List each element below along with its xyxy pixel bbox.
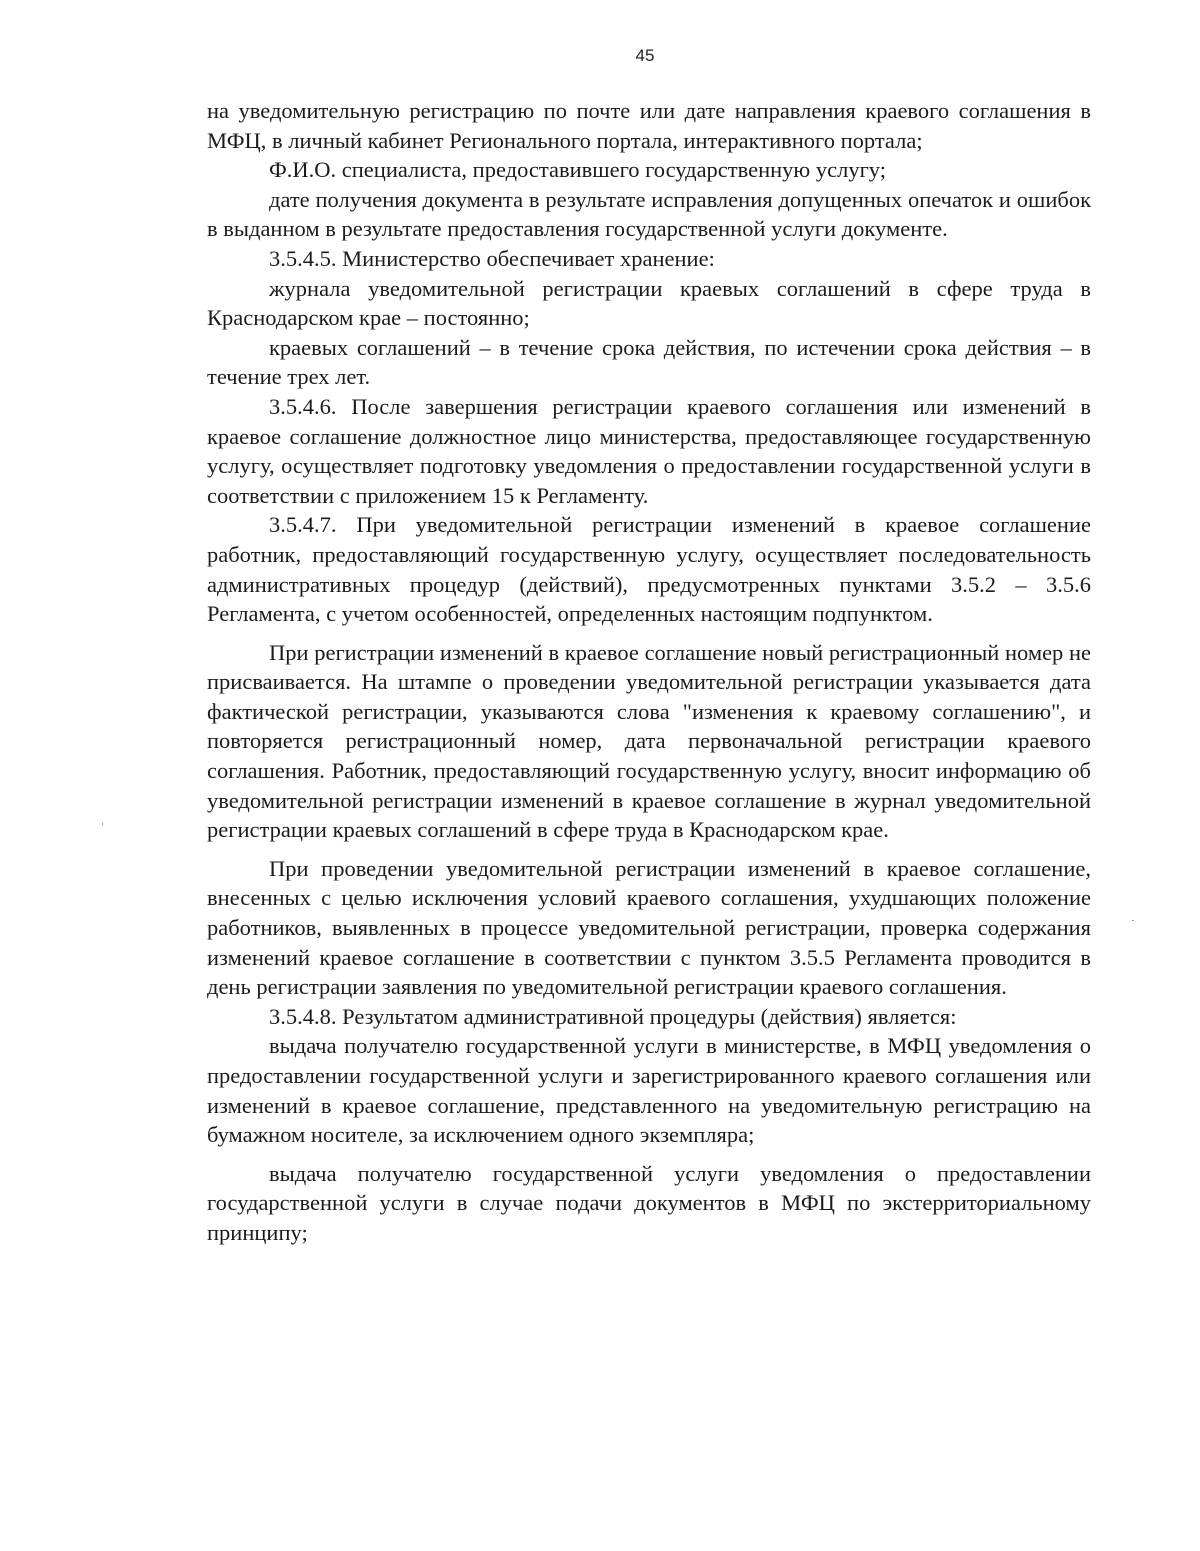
paragraph-clause-3-5-4-5: 3.5.4.5. Министерство обеспечивает хранение:	[269, 245, 715, 271]
paragraph: выдача получателю государственной услуги в министерстве, в МФЦ уведомления о предоставлении государственной услуги и зарегистрированного краевого соглашения или изменений в краевое соглашение, представленного на уведомительную регистрацию на бумажном носителе, за исключением одного экземпляра;	[207, 1033, 1091, 1148]
paragraph: дате получения документа в результате исправления допущенных опечаток и ошибок в выданном в результате предоставления государственной услуги документе.	[207, 186, 1091, 242]
scan-speck	[1132, 920, 1134, 921]
paragraph-clause-3-5-4-6: 3.5.4.6. После завершения регистрации краевого соглашения или изменений в краевое соглашение должностное лицо министерства, предоставляющее государственную услугу, осуществляет подготовку уведомления о предоставлении государственной услуги в соответствии с приложением 15 к Регламенту.	[207, 393, 1091, 508]
paragraph: краевых соглашений – в течение срока действия, по истечении срока действия – в течение трех лет.	[207, 334, 1091, 390]
paragraph: журнала уведомительной регистрации краевых соглашений в сфере труда в Краснодарском крае – постоянно;	[207, 275, 1091, 331]
paragraph: Ф.И.О. специалиста, предоставившего государственную услугу;	[269, 157, 887, 183]
paragraph: При регистрации изменений в краевое соглашение новый регистрационный номер не присваивается. На штампе о проведении уведомительной регистрации указывается дата фактической регистрации, указываются слова "изменения к краевому соглашению", и повторяется регистрационный номер, дата первоначальной регистрации краевого соглашения. Работник, предоставляющий государственную услугу, вносит информацию об уведомительной регистрации изменений в краевое соглашение в журнал уведомительной регистрации краевых соглашений в сфере труда в Краснодарском крае.	[207, 639, 1091, 843]
scan-speck	[102, 823, 103, 825]
document-body	[207, 96, 1091, 1248]
paragraph-continuation: на уведомительную регистрацию по почте или дате направления краевого соглашения в МФЦ, в личный кабинет Регионального портала, интерактивного портала;	[207, 98, 1091, 153]
paragraph: При проведении уведомительной регистрации изменений в краевое соглашение, внесенных с целью исключения условий краевого соглашения, ухудшающих положение работников, выявленных в процессе уведомительной регистрации, проверка содержания изменений краевое соглашение в соответствии с пунктом 3.5.5 Регламента проводится в день регистрации заявления по уведомительной регистрации краевого соглашения.	[207, 855, 1091, 1000]
paragraph-clause-3-5-4-7: 3.5.4.7. При уведомительной регистрации изменений в краевое соглашение работник, предоставляющий государственную услугу, осуществляет последовательность административных процедур (действий), предусмотренных пунктами 3.5.2 – 3.5.6 Регламента, с учетом особенностей, определенных настоящим подпунктом.	[207, 512, 1091, 627]
paragraph: выдача получателю государственной услуги уведомления о предоставлении государственной услуги в случае подачи документов в МФЦ по экстерриториальному принципу;	[207, 1160, 1091, 1245]
paragraph-clause-3-5-4-8: 3.5.4.8. Результатом административной процедуры (действия) является:	[269, 1003, 957, 1029]
page-number: 45	[635, 46, 655, 65]
